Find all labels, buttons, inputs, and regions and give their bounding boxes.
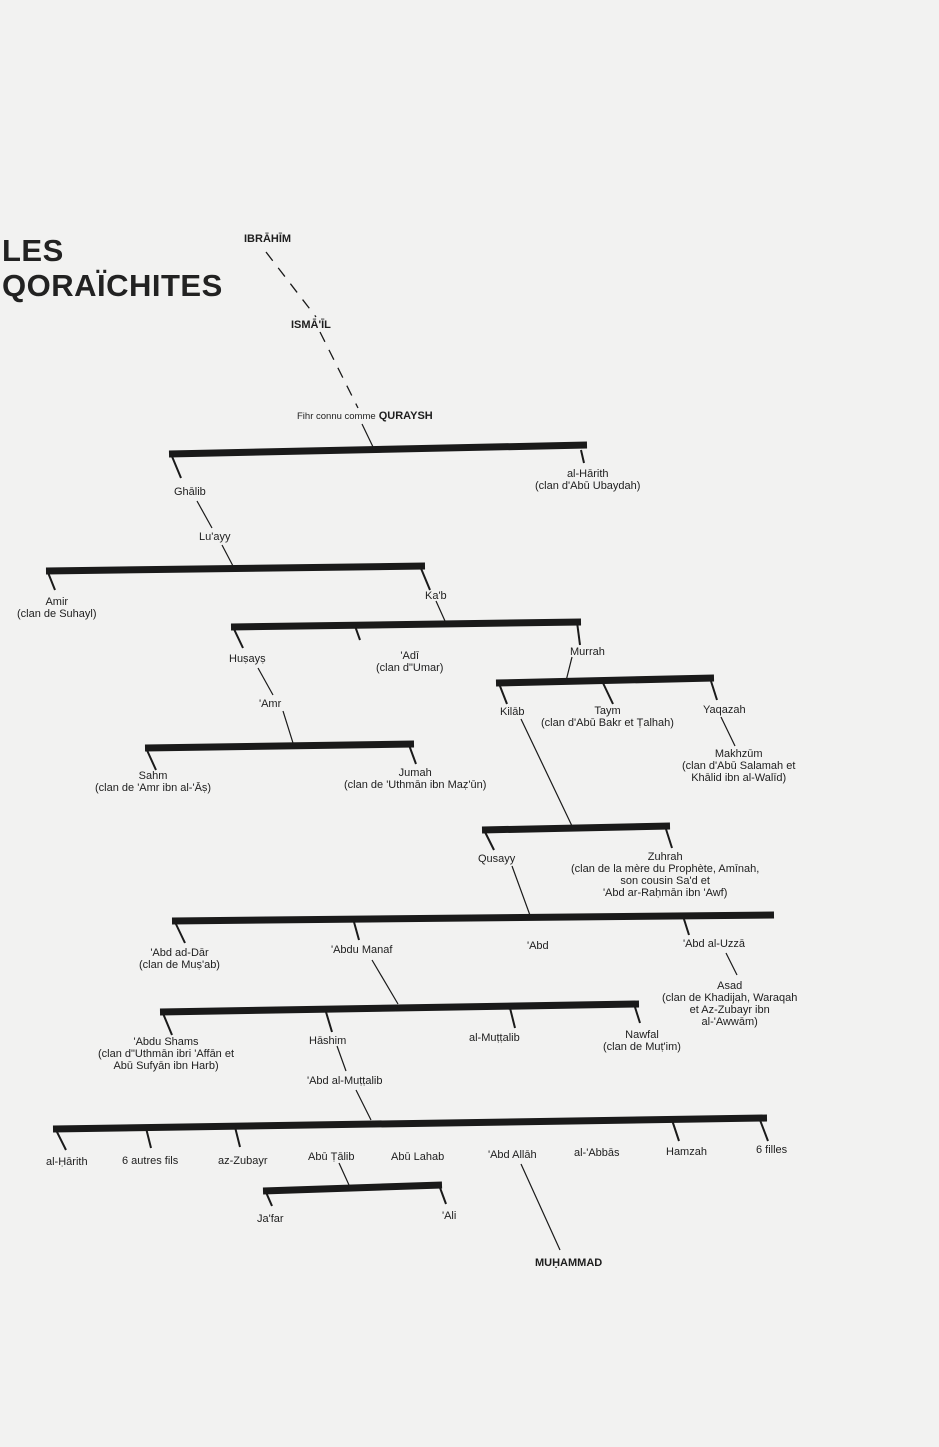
al-harith-1-name: al-Hārith	[566, 468, 609, 480]
abd-ad-dar-name: 'Abd ad-Dār	[150, 947, 209, 959]
person-abu-talib: Abū Ṭālib	[308, 1151, 355, 1163]
dashed-line-ismail-fihr	[320, 332, 358, 408]
person-adi	[376, 650, 443, 674]
sahm-name: Sahm	[138, 770, 168, 782]
makhzum-name: Makhzūm	[714, 748, 763, 760]
person-luayy: Lu'ayy	[199, 531, 231, 543]
zuhrah-name: Zuhrah	[647, 851, 683, 863]
connector-amr	[283, 711, 293, 743]
bar-murrah-children	[496, 678, 714, 683]
person-ibrahim: IBRĀHĪM	[244, 233, 292, 245]
adi-clan: (clan d"Umar)	[376, 662, 444, 674]
person-ismail: ISMĀ'ĪL	[291, 319, 331, 331]
bar-abdu-manaf-children	[160, 1004, 639, 1012]
zuhrah-clan-1: (clan de la mère du Prophète, Amīnah,	[571, 863, 760, 875]
page-title-line1: LES	[2, 233, 64, 268]
asad-clan-3: al-'Awwām)	[701, 1016, 758, 1028]
connector-hashim	[337, 1046, 346, 1071]
person-al-harith-2: al-Ḥārith	[46, 1156, 88, 1168]
connector-ghalib-luayy	[197, 501, 212, 528]
bar-abd-al-muttalib-children	[53, 1118, 767, 1129]
abdu-shams-clan-2: Abū Sufyān ibn Harb)	[113, 1060, 219, 1072]
connector-abd-allah	[521, 1164, 560, 1250]
abdu-shams-name: 'Abdu Shams	[133, 1036, 199, 1048]
person-6-filles: 6 filles	[756, 1144, 788, 1156]
person-asad	[662, 980, 797, 1028]
asad-name: Asad	[717, 980, 743, 992]
page-title-line2: QORAÏCHITES	[2, 268, 223, 303]
taym-name: Taym	[594, 705, 621, 717]
jumah-name: Jumah	[398, 767, 432, 779]
al-harith-1-clan: (clan d'Abū Ubaydah)	[535, 480, 641, 492]
nawfal-clan: (clan de Muṭ'im)	[603, 1041, 681, 1053]
fihr-name: QURAYSH	[378, 410, 433, 422]
asad-clan-2: et Az-Zubayr ibn	[689, 1004, 770, 1016]
person-husays: Huṣayṣ	[229, 653, 266, 665]
person-sahm	[95, 770, 211, 794]
person-jafar: Ja'far	[257, 1213, 284, 1225]
person-yaqazah: Yaqazah	[703, 704, 746, 716]
person-al-harith-1	[535, 468, 640, 492]
person-nawfal	[603, 1029, 681, 1053]
bar-kab-children	[231, 622, 581, 627]
person-makhzum	[682, 748, 795, 784]
fihr-prefix: Fihr connu comme	[297, 411, 376, 422]
zuhrah-clan-3: 'Abd ar-Raḥmān ibn 'Awf)	[602, 887, 728, 899]
dashed-line-ibrahim-ismail	[266, 252, 316, 317]
person-qusayy: Qusayy	[478, 853, 516, 865]
bar-fihr-children	[169, 445, 587, 454]
person-fihr	[297, 410, 433, 423]
person-ghalib: Ghālib	[174, 486, 206, 498]
connector-abu-talib	[339, 1163, 349, 1185]
abdu-shams-clan-1: (clan d"Uthmān ibri 'Affān et	[98, 1048, 235, 1060]
person-abdu-manaf: 'Abdu Manaf	[331, 944, 393, 956]
person-abd: 'Abd	[527, 940, 549, 952]
connector-abd-al-uzza	[726, 953, 737, 975]
person-muhammad: MUḤAMMAD	[535, 1257, 603, 1269]
jumah-clan: (clan de 'Uthmān ibn Maẓ'ūn)	[344, 779, 487, 791]
amir-clan: (clan de Suhayl)	[17, 608, 97, 620]
abd-ad-dar-clan: (clan de Muṣ'ab)	[139, 959, 220, 971]
adi-name: 'Adī	[400, 650, 420, 662]
connector-kab	[436, 601, 445, 621]
person-az-zubayr: az-Zubayr	[218, 1155, 268, 1167]
connector-qusayy	[512, 866, 531, 918]
person-abd-al-uzza: 'Abd al-Uzzā	[683, 938, 746, 950]
connector-murrah	[566, 657, 572, 681]
connector-yaqazah	[721, 717, 735, 746]
person-hashim: Hāshim	[309, 1035, 347, 1047]
connector-luayy	[222, 545, 233, 566]
person-6-autres-fils: 6 autres fils	[122, 1155, 179, 1167]
person-abd-allah: 'Abd Allāh	[488, 1149, 537, 1161]
bar-amr-children	[145, 744, 414, 748]
person-ali: 'Ali	[442, 1210, 457, 1222]
person-al-abbas: al-'Abbās	[574, 1147, 620, 1159]
person-zuhrah	[571, 851, 759, 899]
bar-kilab-children	[482, 826, 670, 830]
person-jumah	[344, 767, 486, 791]
makhzum-clan-1: (clan d'Abū Salamah et	[682, 760, 796, 772]
person-taym	[541, 705, 674, 729]
person-amir	[17, 596, 97, 620]
bar-abu-talib-children	[263, 1185, 442, 1191]
person-kilab: Kilāb	[500, 706, 525, 718]
amir-name: Amir	[45, 596, 69, 608]
asad-clan-1: (clan de Khadijah, Waraqah	[662, 992, 798, 1004]
makhzum-clan-2: Khālid ibn al-Walīd)	[691, 772, 787, 784]
sahm-clan: (clan de 'Amr ibn al-'Āṣ)	[95, 782, 212, 794]
person-abu-lahab: Abū Lahab	[391, 1151, 445, 1163]
person-hamzah: Hamzah	[666, 1146, 707, 1158]
person-murrah: Murrah	[570, 646, 605, 658]
person-abd-al-muttalib: 'Abd al-Muṭṭalib	[307, 1075, 383, 1087]
connector-fihr	[362, 424, 374, 449]
zuhrah-clan-2: son cousin Sa'd et	[620, 875, 710, 887]
person-al-muttalib: al-Muṭṭalib	[469, 1032, 520, 1044]
person-kab: Ka'b	[425, 590, 447, 602]
person-abdu-shams	[98, 1036, 234, 1072]
person-abd-ad-dar	[139, 947, 220, 971]
bar-luayy-children	[46, 566, 425, 571]
person-amr: 'Amr	[259, 698, 282, 710]
connector-husays-amr	[258, 668, 273, 695]
connector-abdu-manaf	[372, 960, 398, 1004]
connector-abd-al-muttalib	[356, 1090, 371, 1120]
connector-kilab	[521, 719, 572, 826]
nawfal-name: Nawfal	[625, 1029, 659, 1041]
taym-clan: (clan d'Abū Bakr et Ṭalhah)	[541, 717, 674, 729]
